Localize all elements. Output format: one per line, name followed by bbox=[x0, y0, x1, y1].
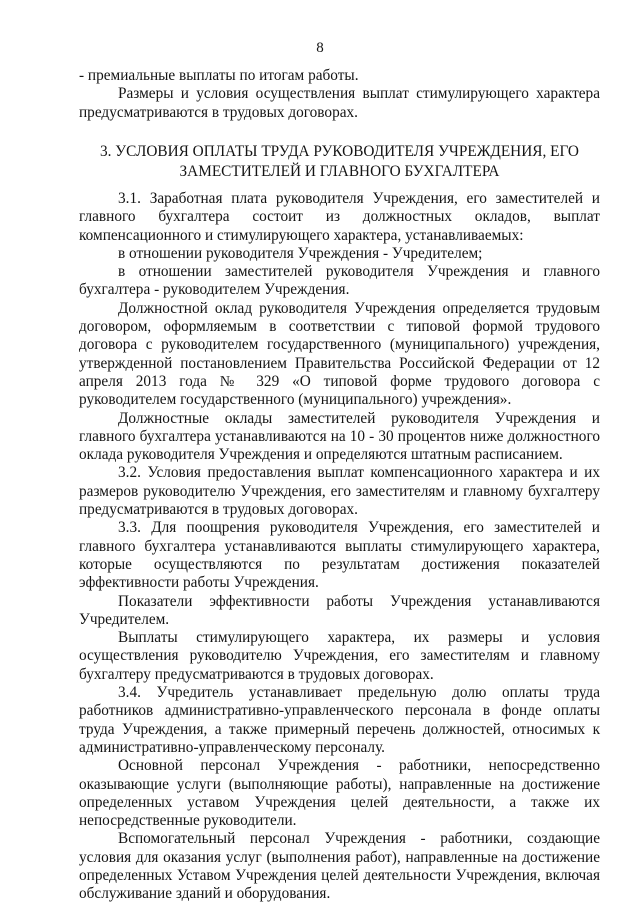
paragraph: Выплаты стимулирующего характера, их размеры и условия осуществления руководителю Учреждения, его заместителям и главному бухгалтеру предусматриваются в трудовых договорах. bbox=[79, 629, 600, 683]
paragraph: в отношении руководителя Учреждения - Учредителем; bbox=[118, 244, 483, 262]
paragraph: 3.2. Условия предоставления выплат компенсационного характера и их размеров руководителю Учреждения, его заместителям и главному бухгалтеру предусматриваются в трудовых договорах. bbox=[79, 464, 600, 519]
paragraph: 3.4. Учредитель устанавливает предельную долю оплаты труда работников административно-управленческого персонала в фонде оплаты труда Учреждения, а также примерный перечень должностей, относимых к административно-управленческому персоналу. bbox=[79, 684, 600, 756]
paragraph: Вспомогательный персонал Учреждения - работники, создающие условия для оказания услуг (выполнения работ), направленные на достижение определенных Уставом Учреждения целей деятельности Учреждения, включая обслуживание зданий и оборудования. bbox=[79, 830, 600, 903]
section-heading bbox=[79, 142, 600, 182]
section-heading-line-1: 3. УСЛОВИЯ ОПЛАТЫ ТРУДА РУКОВОДИТЕЛЯ УЧРЕЖДЕНИЯ, ЕГО bbox=[100, 143, 579, 160]
paragraph: 3.1. Заработная плата руководителя Учреждения, его заместителей и главного бухгалтера состоит из должностных окладов, выплат компенсационного и стимулирующего характера, устанавливаемых: bbox=[79, 190, 600, 244]
section-body bbox=[79, 190, 600, 904]
paragraph: в отношении заместителей руководителя Учреждения и главного бухгалтера - руководителем Учреждения. bbox=[79, 263, 600, 299]
intro-line: - премиальные выплаты по итогам работы. bbox=[79, 67, 359, 84]
paragraph: Показатели эффективности работы Учреждения устанавливаются Учредителем. bbox=[79, 592, 600, 628]
paragraph: 3.3. Для поощрения руководителя Учреждения, его заместителей и главного бухгалтера устанавливаются выплаты стимулирующего характера, которые осуществляются по результатам достижения показателей эффективности работы Учреждения. bbox=[79, 519, 600, 592]
page-number: 8 bbox=[316, 40, 324, 56]
paragraph: Основной персонал Учреждения - работники, непосредственно оказывающие услуги (выполняющие работы), направленные на достижение определенных уставом Учреждения целей деятельности, а также их непосредственные руководители. bbox=[79, 757, 600, 830]
section-heading-line-2: ЗАМЕСТИТЕЛЕЙ И ГЛАВНОГО БУХГАЛТЕРА bbox=[179, 163, 500, 180]
intro-block bbox=[79, 67, 600, 122]
intro-paragraph: Размеры и условия осуществления выплат стимулирующего характера предусматриваются в трудовых договорах. bbox=[79, 85, 600, 121]
paragraph: Должностной оклад руководителя Учреждения определяется трудовым договором, оформляемым в соответствии с типовой формой трудового договора с руководителем государственного (муниципального) учреждения, утвержденной постановлением Правительства Российской Федерации от 12 апреля 2013 года № 329 «О типовой форме трудового договора с руководителем государственного (муниципального) учреждения». bbox=[79, 299, 600, 409]
paragraph: Должностные оклады заместителей руководителя Учреждения и главного бухгалтера устанавливаются на 10 - 30 процентов ниже должностного оклада руководителя Учреждения и определяются штатным расписанием. bbox=[79, 409, 600, 464]
